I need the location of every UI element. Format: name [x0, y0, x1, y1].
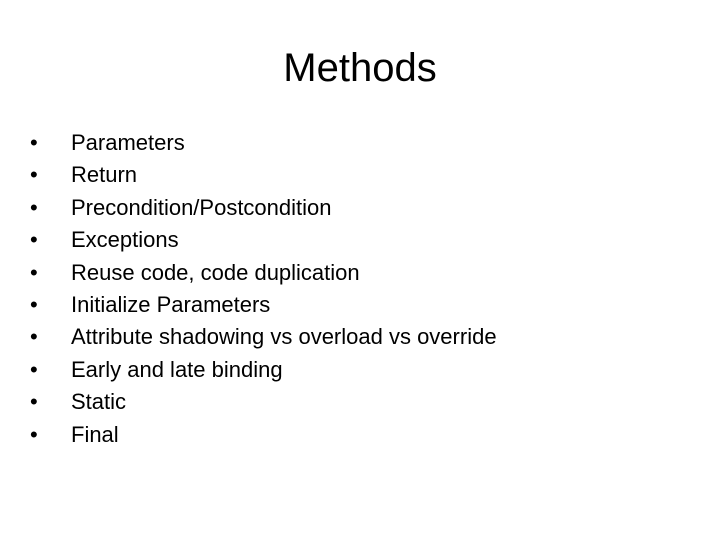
- list-item: [30, 127, 690, 159]
- bullet-text: Reuse code, code duplication: [71, 259, 360, 285]
- list-item: [30, 159, 690, 191]
- list-item: [30, 192, 690, 224]
- bullet-icon: •: [30, 389, 38, 415]
- bullet-icon: •: [30, 227, 38, 253]
- bullet-icon: •: [30, 194, 38, 220]
- bullet-text: Precondition/Postcondition: [71, 194, 332, 220]
- list-item: [30, 224, 690, 256]
- bullet-text: Final: [71, 421, 119, 447]
- bullet-icon: •: [30, 162, 38, 188]
- bullet-icon: •: [30, 356, 38, 382]
- slide-title: [0, 42, 720, 94]
- list-item: [30, 386, 690, 418]
- list-item: [30, 419, 690, 451]
- list-item: [30, 354, 690, 386]
- slide-title-text: Methods: [283, 46, 437, 90]
- list-item: [30, 289, 690, 321]
- bullet-text: Static: [71, 389, 127, 415]
- bullet-icon: •: [30, 324, 38, 350]
- bullet-list: [30, 127, 690, 451]
- bullet-text: Initialize Parameters: [71, 291, 271, 317]
- bullet-icon: •: [30, 421, 38, 447]
- bullet-icon: •: [30, 130, 38, 155]
- bullet-text: Early and late binding: [71, 356, 283, 382]
- list-item: [30, 321, 690, 353]
- list-item: [30, 257, 690, 289]
- bullet-icon: •: [30, 259, 38, 285]
- bullet-icon: •: [30, 291, 38, 317]
- bullet-text: Attribute shadowing vs overload vs override: [71, 324, 497, 350]
- bullet-text: Parameters: [71, 130, 185, 155]
- bullet-text: Exceptions: [71, 227, 179, 253]
- bullet-text: Return: [71, 162, 138, 188]
